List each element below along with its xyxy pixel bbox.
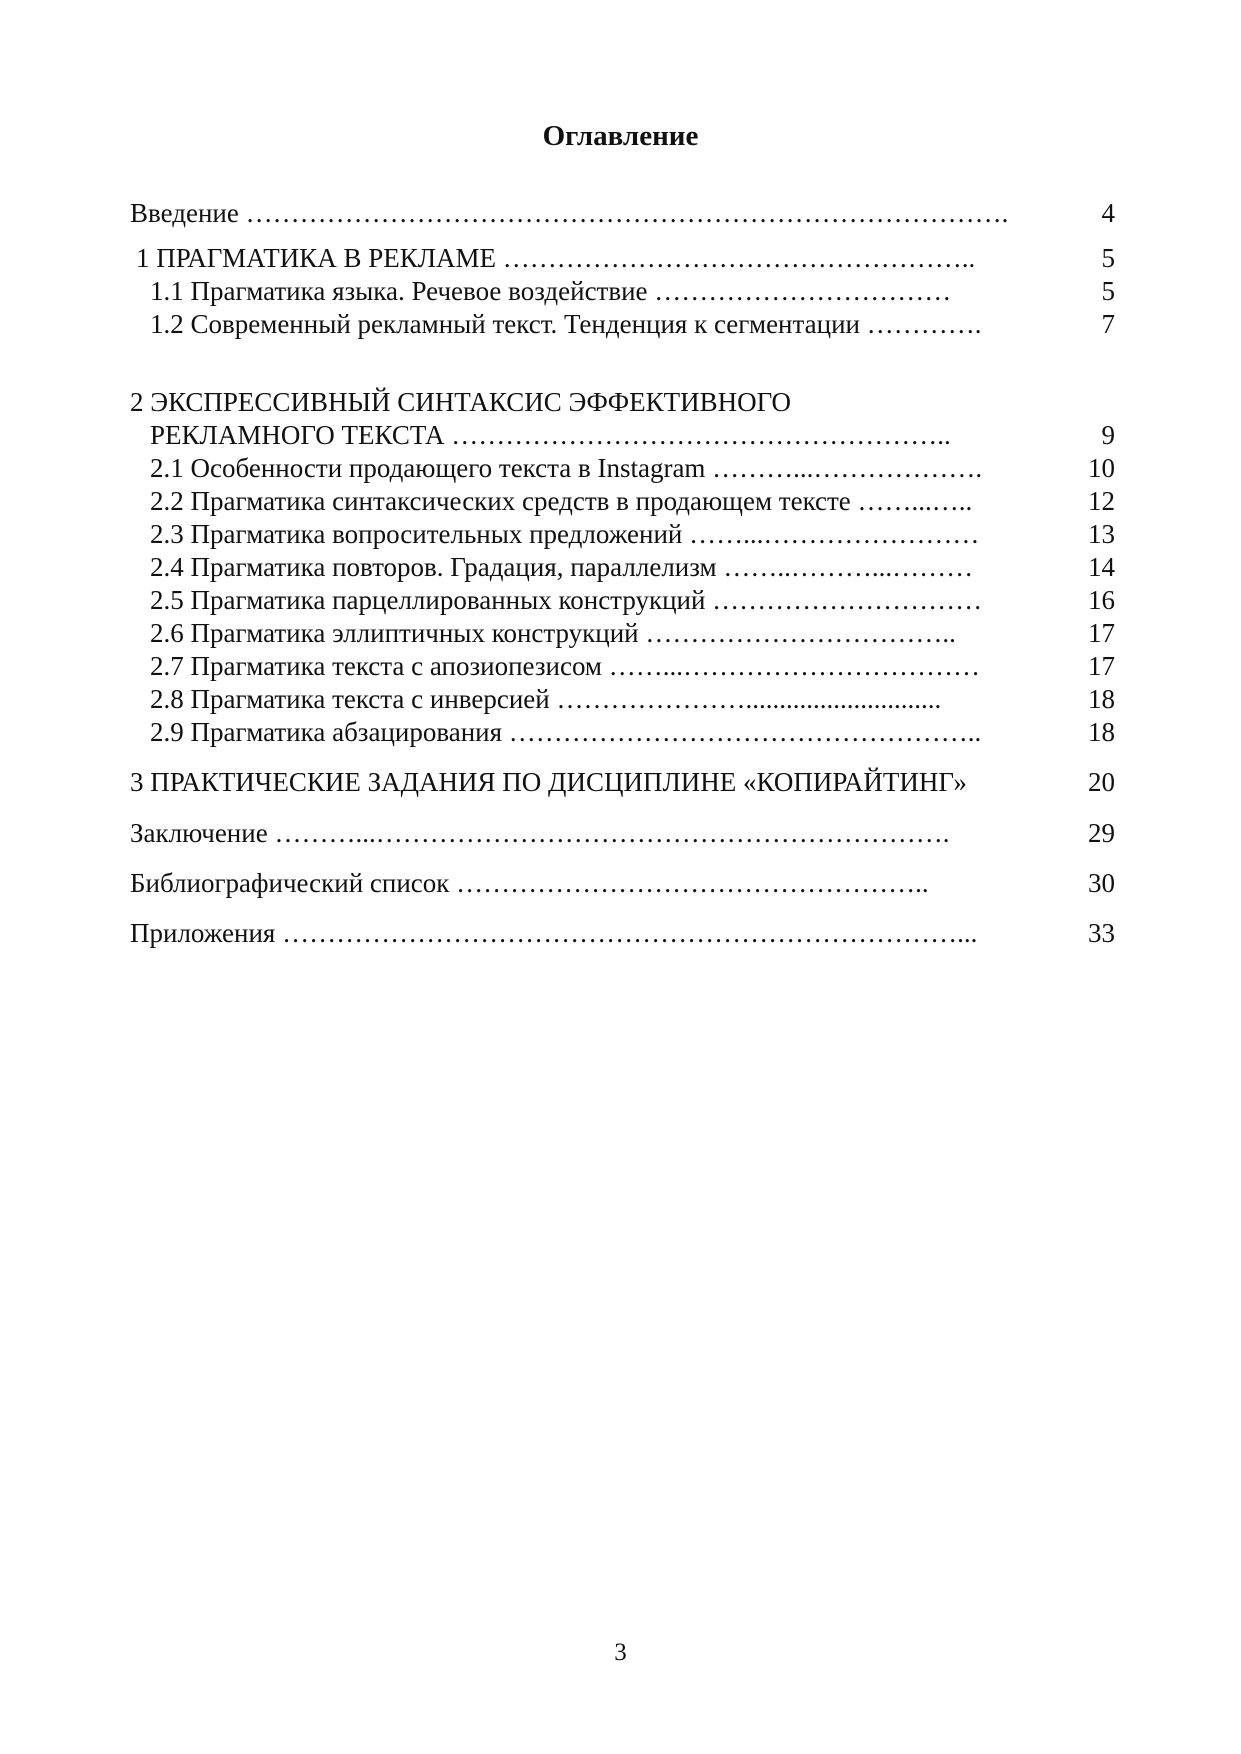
toc-entry-page: 18 [1088, 684, 1115, 714]
toc-entry-section-2-7[interactable] [150, 649, 1115, 683]
page-number: 3 [614, 1639, 627, 1666]
toc-entry-text: 1.2 Современный рекламный текст. Тенденция к сегментации …………. [150, 309, 982, 339]
toc-entry-page: 4 [1101, 198, 1115, 228]
toc-entry-section-2-4[interactable] [150, 550, 1115, 584]
toc-entry-page: 7 [1101, 309, 1115, 339]
toc-entry-page: 12 [1088, 486, 1115, 516]
toc-entry-text: Библиографический список …………………………………………….. [130, 868, 929, 898]
toc-entry-text: 1 ПРАГМАТИКА В РЕКЛАМЕ …………………………………………….. [136, 243, 976, 273]
toc-entry-text: 2.9 Прагматика абзацирования …………………………………………….. [150, 717, 982, 747]
toc-entry-page: 33 [1088, 918, 1115, 948]
toc-entry-section-2-2[interactable] [150, 484, 1115, 518]
toc-entry-page: 20 [1088, 767, 1115, 797]
toc-entry-chapter-3[interactable] [130, 765, 1115, 799]
toc-entry-section-2-5[interactable] [150, 583, 1115, 617]
toc-entry-text: 3 ПРАКТИЧЕСКИЕ ЗАДАНИЯ ПО ДИСЦИПЛИНЕ «КОПИРАЙТИНГ» [130, 767, 967, 797]
toc-entry-text: 2.2 Прагматика синтаксических средств в продающем тексте ……...….. [150, 486, 973, 516]
toc-entry-page: 18 [1088, 717, 1115, 747]
toc-entry-introduction[interactable] [130, 196, 1115, 230]
toc-entry-page: 17 [1088, 651, 1115, 681]
toc-entry-bibliography[interactable] [130, 866, 1115, 900]
toc-entry-section-2-8[interactable] [150, 682, 1115, 716]
toc-entry-text: 2.4 Прагматика повторов. Градация, параллелизм ……..………...……… [150, 552, 974, 582]
toc-entry-chapter-2[interactable] [130, 385, 1115, 419]
toc-entry-page: 30 [1088, 868, 1115, 898]
toc-entry-text: РЕКЛАМНОГО ТЕКСТА ……………………………………………….. [150, 420, 951, 450]
toc-entry-chapter-1[interactable] [136, 241, 1115, 275]
toc-entry-page: 29 [1088, 818, 1115, 848]
toc-entry-text: 2.8 Прагматика текста с инверсией …………………............................. [150, 684, 942, 714]
page-title: Оглавление [542, 120, 699, 152]
toc-entry-text: Приложения …………………………………………………………………... [130, 918, 978, 948]
toc-entry-page: 5 [1101, 276, 1115, 306]
toc-entry-text: Введение …………………………………………………………………………. [130, 198, 1009, 228]
toc-entry-text: 2.5 Прагматика парцеллированных конструкций ………………………… [150, 585, 983, 615]
toc-entry-page: 14 [1088, 552, 1115, 582]
toc-entry-page: 16 [1088, 585, 1115, 615]
toc-entry-section-2-3[interactable] [150, 517, 1115, 551]
toc-entry-chapter-2-continued[interactable] [150, 418, 1115, 452]
toc-entry-text: Заключение ………...………………………………………………………. [130, 818, 950, 848]
toc-entry-text: 2.7 Прагматика текста с апозиопезисом ……...…………………………… [150, 651, 981, 681]
toc-entry-section-1-2[interactable] [150, 307, 1115, 341]
toc-entry-section-2-6[interactable] [150, 616, 1115, 650]
toc-entry-conclusion[interactable] [130, 816, 1115, 850]
toc-entry-section-1-1[interactable] [150, 274, 1115, 308]
toc-entry-page: 17 [1088, 618, 1115, 648]
toc-entry-section-2-1[interactable] [150, 451, 1115, 485]
toc-entry-text: 2 ЭКСПРЕССИВНЫЙ СИНТАКСИС ЭФФЕКТИВНОГО [130, 387, 792, 417]
toc-entry-text: 1.1 Прагматика языка. Речевое воздействие …………………………… [150, 276, 952, 306]
toc-entry-page: 9 [1101, 420, 1115, 450]
toc-entry-page: 13 [1088, 519, 1115, 549]
toc-entry-appendices[interactable] [130, 916, 1115, 950]
toc-entry-page: 5 [1101, 243, 1115, 273]
toc-entry-text: 2.1 Особенности продающего текста в Instagram ………...………………. [150, 453, 983, 483]
toc-entry-text: 2.6 Прагматика эллиптичных конструкций …………………………….. [150, 618, 956, 648]
toc-entry-section-2-9[interactable] [150, 715, 1115, 749]
toc-entry-page: 10 [1088, 453, 1115, 483]
toc-entry-text: 2.3 Прагматика вопросительных предложений ……...…………………… [150, 519, 980, 549]
